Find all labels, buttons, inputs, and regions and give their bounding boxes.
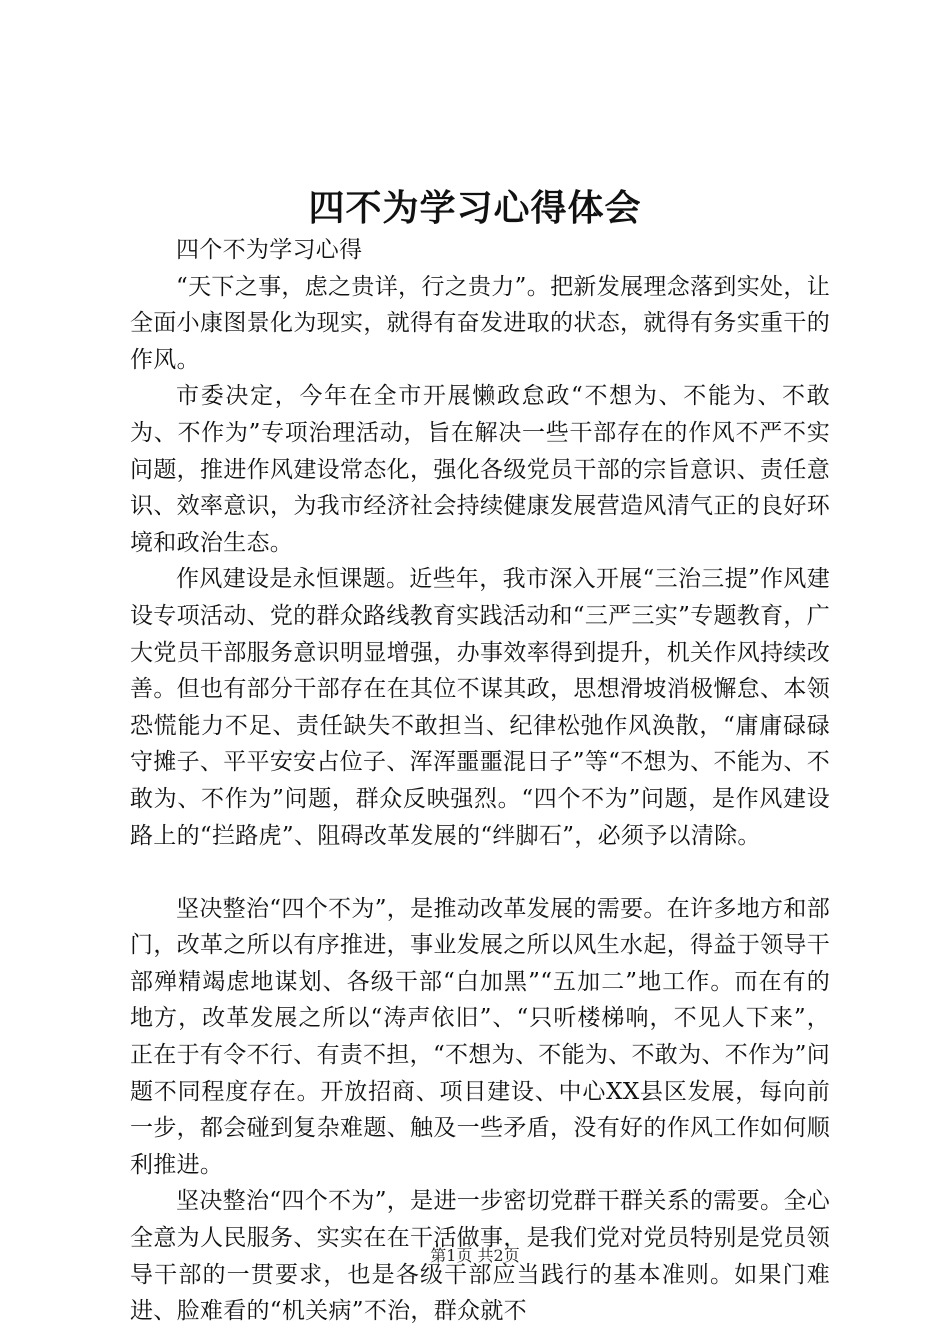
paragraph-3: 作风建设是永恒课题。近些年，我市深入开展“三治三提”作风建设专项活动、党的群众路线教育实践活动和“三严三实”专题教育，广大党员干部服务意识明显增强，办事效率得到提升，机关作风持续改善。但也有部分干部存在在其位不谋其政，思想滑坡消极懈怠、本领恐慌能力不足、责任缺失不敢担当、纪律松弛作风涣散，“庸庸碌碌守摊子、平平安安占位子、浑浑噩噩混日子”等“不想为、不能为、不敢为、不作为”问题，群众反映强烈。“四个不为”问题，是作风建设路上的“拦路虎”、阻碍改革发展的“绊脚石”，必须予以清除。 bbox=[130, 566, 830, 849]
paragraph-2: 市委决定，今年在全市开展懒政怠政“不想为、不能为、不敢为、不作为”专项治理活动，旨在解决一些干部存在的作风不严不实问题，推进作风建设常态化，强化各级党员干部的宗旨意识、责任意识、效率意识，为我市经济社会持续健康发展营造风清气正的良好环境和政治生态。 bbox=[130, 383, 830, 556]
paragraph-1: “天下之事，虑之贵详，行之贵力”。把新发展理念落到实处，让全面小康图景化为现实，就得有奋发进取的状态，就得有务实重干的作风。 bbox=[130, 273, 830, 373]
paragraph-5: 坚决整治“四个不为”，是进一步密切党群干群关系的需要。全心全意为人民服务、实实在在干活做事，是我们党对党员特别是党员领导干部的一贯要求，也是各级干部应当践行的基本准则。如果门难进、脸难看的“机关病”不治，群众就不 bbox=[130, 1188, 830, 1325]
document-body bbox=[130, 232, 830, 1330]
page-number-footer: 第1页 共2页 bbox=[430, 1246, 520, 1265]
document-subtitle: 四个不为学习心得 bbox=[176, 237, 363, 263]
document-title: 四不为学习心得体会 bbox=[308, 187, 642, 229]
paragraph-4: 坚决整治“四个不为”，是推动改革发展的需要。在许多地方和部门，改革之所以有序推进，事业发展之所以风生水起，得益于领导干部殚精竭虑地谋划、各级干部“白加黑”“五加二”地工作。而在有的地方，改革发展之所以“涛声依旧”、“只听楼梯响，不见人下来”，正在于有令不行、有责不担，“不想为、不能为、不敢为、不作为”问题不同程度存在。开放招商、项目建设、中心XX县区发展，每向前一步，都会碰到复杂难题、触及一些矛盾，没有好的作风工作如何顺利推进。 bbox=[130, 895, 830, 1178]
